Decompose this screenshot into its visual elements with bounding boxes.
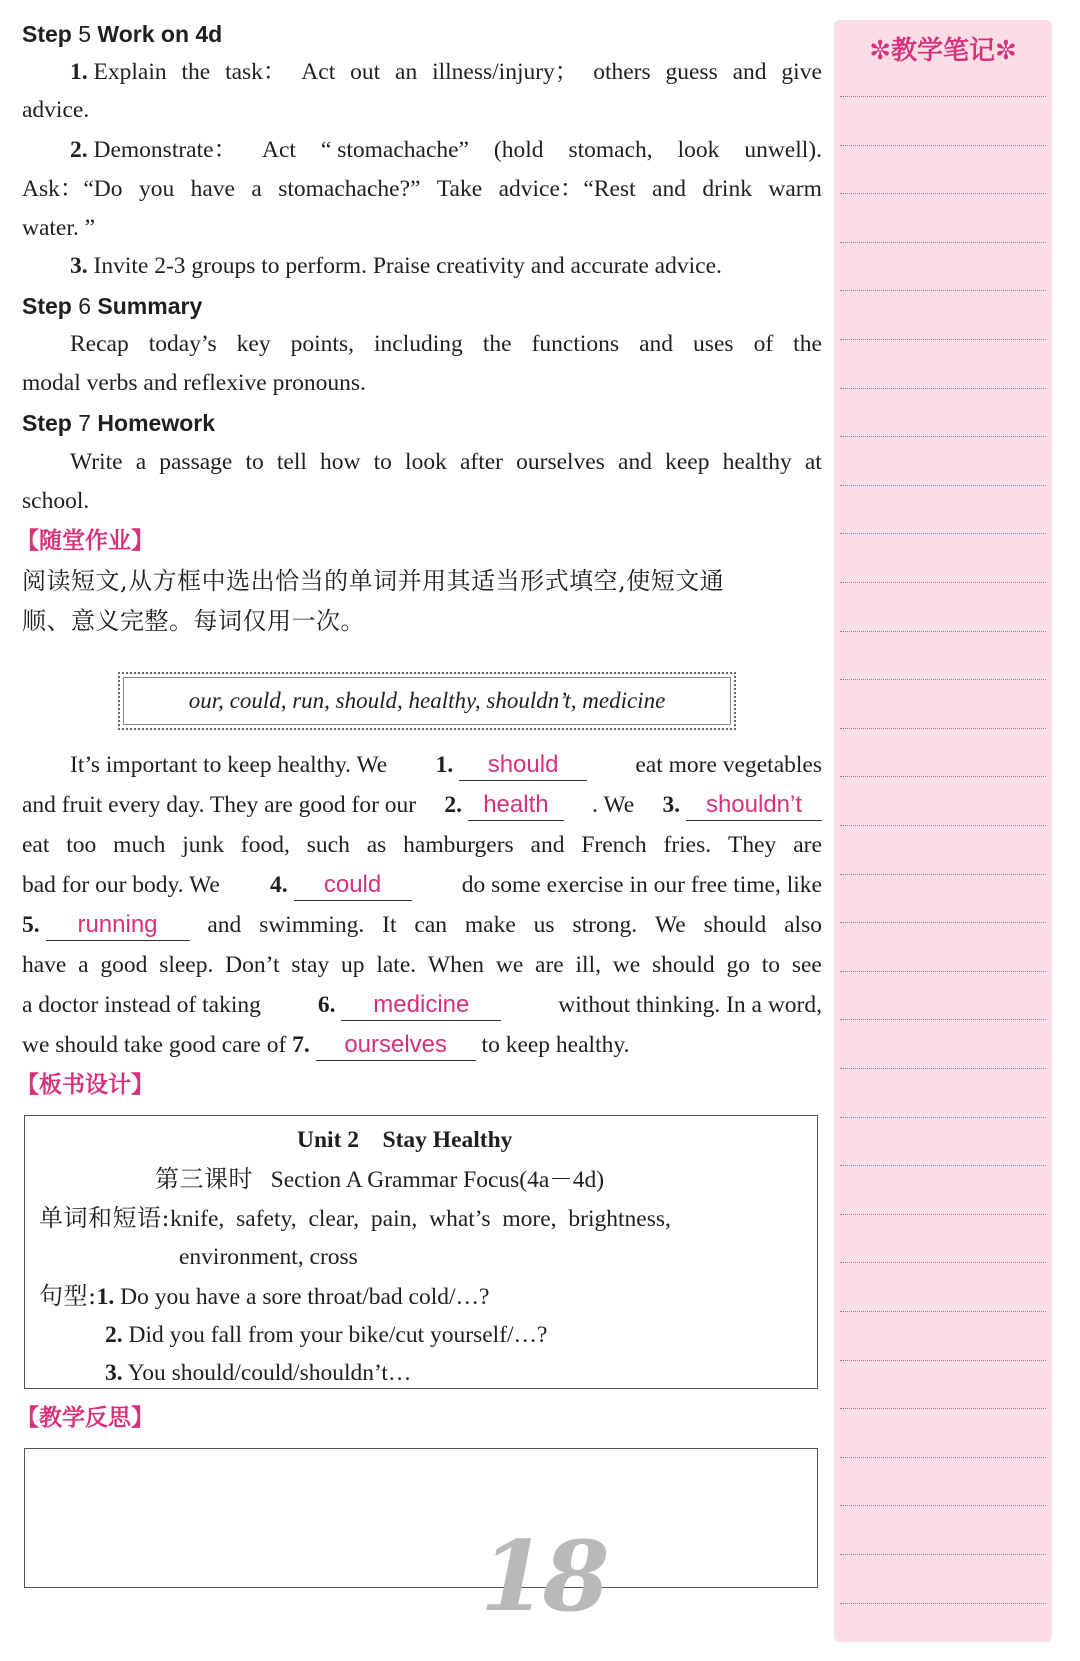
notes-rule bbox=[840, 193, 1046, 194]
word: tell bbox=[276, 449, 307, 475]
lesson-label: 第三课时 bbox=[155, 1165, 253, 1193]
step5-heading bbox=[22, 14, 222, 54]
word: hamburgers bbox=[403, 832, 514, 858]
passage-text: It’s important to keep healthy. We bbox=[70, 752, 388, 778]
word: and bbox=[652, 176, 686, 202]
step5-item3 bbox=[70, 246, 722, 286]
word: drink bbox=[702, 176, 752, 202]
word: and bbox=[618, 449, 652, 475]
answer-4: could bbox=[323, 871, 382, 898]
notes-rule bbox=[840, 631, 1046, 632]
word: advice：“Rest bbox=[498, 176, 636, 202]
word: task： bbox=[225, 59, 287, 85]
word: eat bbox=[22, 832, 50, 858]
step-word: Step bbox=[22, 293, 72, 319]
blank-number: 6. bbox=[317, 992, 336, 1018]
word: today’s bbox=[148, 331, 217, 357]
step-number: 6 bbox=[78, 293, 92, 319]
word: Recap bbox=[70, 331, 129, 357]
blank-1-group bbox=[436, 745, 588, 785]
word: Explain bbox=[93, 59, 167, 85]
word: such bbox=[306, 832, 350, 858]
blank-7[interactable] bbox=[316, 1030, 476, 1061]
sentence-text: Do you have a sore throat/bad cold/…? bbox=[120, 1284, 490, 1310]
item-number: 1. bbox=[70, 59, 88, 85]
notes-rule bbox=[840, 1262, 1046, 1263]
sentence-number: 3. bbox=[105, 1360, 123, 1386]
unit-label: Unit 2 bbox=[297, 1127, 360, 1153]
notes-rule bbox=[840, 874, 1046, 875]
word: should bbox=[652, 952, 715, 978]
word: are bbox=[535, 952, 564, 978]
passage-line7 bbox=[22, 985, 822, 1025]
board-design-box bbox=[24, 1115, 818, 1389]
word: warm bbox=[768, 176, 822, 202]
word: of bbox=[753, 331, 774, 357]
notes-rule bbox=[840, 922, 1046, 923]
notes-rule bbox=[840, 1068, 1046, 1069]
word: strong. bbox=[572, 912, 638, 938]
blank-number: 4. bbox=[270, 872, 288, 898]
homework-heading: 【随堂作业】 bbox=[16, 528, 154, 554]
item-number: 2. bbox=[70, 137, 88, 163]
word: illness/injury； bbox=[432, 59, 579, 85]
answer-5: running bbox=[77, 911, 158, 938]
word: give bbox=[781, 59, 822, 85]
blank-5-group bbox=[22, 905, 190, 945]
board-words-line2: environment, cross bbox=[179, 1244, 358, 1270]
passage-line3 bbox=[22, 825, 822, 865]
word: as bbox=[366, 832, 387, 858]
board-sentence-3 bbox=[105, 1353, 411, 1393]
board-unit-title bbox=[297, 1120, 512, 1160]
notes-rule bbox=[840, 339, 1046, 340]
word: and bbox=[732, 59, 767, 85]
step5-item2-line1 bbox=[70, 130, 822, 170]
word: look bbox=[405, 449, 447, 475]
unit-title: Stay Healthy bbox=[382, 1127, 513, 1153]
blank-number: 7. bbox=[292, 1032, 310, 1058]
word: It bbox=[382, 912, 397, 938]
notes-rule bbox=[840, 679, 1046, 680]
notes-rule bbox=[840, 1117, 1046, 1118]
blank-2[interactable] bbox=[468, 790, 564, 821]
passage-text: and fruit every day. They are good for our bbox=[22, 792, 417, 818]
word: sleep. bbox=[159, 952, 214, 978]
notes-rule bbox=[840, 485, 1046, 486]
step7-heading bbox=[22, 403, 215, 443]
word: Take bbox=[436, 176, 483, 202]
word: unwell). bbox=[744, 137, 822, 163]
step6-line2: modal verbs and reflexive pronouns. bbox=[22, 370, 366, 396]
word: Write bbox=[70, 449, 123, 475]
word: including bbox=[374, 331, 463, 357]
passage-text: a doctor instead of taking bbox=[22, 992, 261, 1018]
notes-rule bbox=[840, 971, 1046, 972]
word: see bbox=[791, 952, 822, 978]
passage-line6 bbox=[22, 945, 822, 985]
passage-text: do some exercise in our free time, like bbox=[461, 872, 822, 898]
teaching-notes-column bbox=[834, 20, 1052, 1642]
word: guess bbox=[665, 59, 718, 85]
blank-2-group bbox=[444, 785, 564, 825]
item-text: Invite 2-3 groups to perform. Praise creativity and accurate advice. bbox=[93, 253, 722, 279]
word: go bbox=[726, 952, 750, 978]
sentence-text: Did you fall from your bike/cut yourself/…? bbox=[128, 1322, 548, 1348]
word: others bbox=[593, 59, 651, 85]
notes-rule bbox=[840, 388, 1046, 389]
notes-rule bbox=[840, 1019, 1046, 1020]
word: swimming. bbox=[259, 912, 365, 938]
word: We bbox=[654, 912, 686, 938]
words-list: knife, safety, clear, pain, what’s more, brightness, bbox=[170, 1206, 671, 1232]
word: They bbox=[728, 832, 777, 858]
step-number: 7 bbox=[78, 410, 92, 436]
word: the bbox=[793, 331, 822, 357]
passage-text: without thinking. In a word, bbox=[558, 992, 822, 1018]
word: a bbox=[78, 952, 89, 978]
word: stomachache?” bbox=[278, 176, 421, 202]
notes-rule bbox=[840, 96, 1046, 97]
word: late. bbox=[376, 952, 417, 978]
word-box: our, could, run, should, healthy, shouldn’t, medicine bbox=[118, 672, 736, 730]
notes-rule bbox=[840, 1214, 1046, 1215]
answer-3: shouldn’t bbox=[705, 791, 803, 818]
word: can bbox=[414, 912, 448, 938]
blank-6[interactable] bbox=[341, 990, 501, 1021]
word: make bbox=[464, 912, 516, 938]
blank-number: 2. bbox=[444, 792, 463, 818]
passage-text: bad for our body. We bbox=[22, 872, 220, 898]
step-title: Homework bbox=[97, 410, 216, 436]
board-sentence-2 bbox=[105, 1315, 547, 1355]
word: an bbox=[395, 59, 418, 85]
word: we bbox=[612, 952, 641, 978]
notes-rule bbox=[840, 728, 1046, 729]
word: When bbox=[427, 952, 485, 978]
step-number: 5 bbox=[78, 21, 92, 47]
word: healthy bbox=[722, 449, 792, 475]
board-heading: 【板书设计】 bbox=[16, 1072, 154, 1098]
word: junk bbox=[182, 832, 225, 858]
word: key bbox=[236, 331, 271, 357]
numbered-word bbox=[70, 130, 237, 170]
word: the bbox=[482, 331, 512, 357]
blank-3-group bbox=[663, 785, 823, 825]
notes-rule bbox=[840, 242, 1046, 243]
word: fries. bbox=[663, 832, 712, 858]
word: much bbox=[113, 832, 166, 858]
blank-number: 1. bbox=[435, 752, 454, 778]
item-number: 3. bbox=[70, 253, 88, 279]
word: also bbox=[784, 912, 822, 938]
word: a bbox=[251, 176, 262, 202]
instruction-line1: 阅读短文,从方框中选出恰当的单词并用其适当形式填空,使短文通 bbox=[22, 567, 725, 595]
word: stomach, bbox=[568, 137, 653, 163]
word: should bbox=[703, 912, 767, 938]
blank-5[interactable] bbox=[46, 910, 190, 941]
numbered-word bbox=[70, 52, 167, 92]
passage-text: we should take good care of bbox=[22, 1032, 287, 1058]
sentence-number: 1. bbox=[96, 1284, 115, 1310]
answer-1: should bbox=[487, 751, 559, 778]
word: look bbox=[677, 137, 720, 163]
blank-1[interactable] bbox=[459, 750, 587, 781]
word: “ stomachache” bbox=[320, 137, 469, 163]
step5-item2-line3: water. ” bbox=[22, 215, 96, 241]
word: to bbox=[761, 952, 781, 978]
answer-6: medicine bbox=[373, 991, 470, 1018]
word: ill, bbox=[575, 952, 601, 978]
passage-line1 bbox=[70, 745, 822, 785]
word: out bbox=[350, 59, 381, 85]
notes-rule bbox=[840, 1311, 1046, 1312]
notes-rule bbox=[840, 1603, 1046, 1604]
step6-line1 bbox=[70, 324, 822, 364]
word: Demonstrate： bbox=[93, 137, 238, 163]
step-word: Step bbox=[22, 410, 72, 436]
passage-line4 bbox=[22, 865, 822, 905]
word: and bbox=[207, 912, 242, 938]
notes-rule bbox=[840, 1408, 1046, 1409]
word: the bbox=[181, 59, 211, 85]
step-title: Summary bbox=[97, 293, 203, 319]
passage-line5 bbox=[22, 905, 822, 945]
notes-rule bbox=[840, 582, 1046, 583]
notes-title: ✼教学笔记✼ bbox=[869, 36, 1017, 66]
word: us bbox=[533, 912, 555, 938]
notes-rule bbox=[840, 145, 1046, 146]
reflection-box[interactable] bbox=[24, 1448, 818, 1588]
word: functions bbox=[531, 331, 620, 357]
word: and bbox=[530, 832, 565, 858]
step7-line1 bbox=[70, 442, 822, 482]
board-sentence-1 bbox=[39, 1276, 489, 1317]
word: stay bbox=[291, 952, 330, 978]
sentences-label: 句型: bbox=[39, 1282, 97, 1310]
passage-text: eat more vegetables bbox=[635, 752, 822, 778]
word: Don’t bbox=[225, 952, 280, 978]
word: have bbox=[190, 176, 235, 202]
word: a bbox=[135, 449, 147, 475]
passage-text: to keep healthy. bbox=[481, 1032, 630, 1058]
word: how bbox=[320, 449, 361, 475]
board-words-line1 bbox=[39, 1198, 671, 1239]
section-label: Section A Grammar Focus(4a－4d) bbox=[270, 1167, 605, 1193]
blank-4[interactable] bbox=[294, 870, 412, 901]
word: French bbox=[581, 832, 647, 858]
word: to bbox=[245, 449, 264, 475]
word: up bbox=[341, 952, 365, 978]
step-word: Step bbox=[22, 21, 72, 47]
board-lesson-line bbox=[155, 1159, 604, 1200]
word: points, bbox=[290, 331, 354, 357]
word: are bbox=[793, 832, 822, 858]
notes-rule bbox=[840, 436, 1046, 437]
word: Act bbox=[301, 59, 336, 85]
word: keep bbox=[665, 449, 710, 475]
notes-rule bbox=[840, 533, 1046, 534]
answer-7: ourselves bbox=[344, 1031, 448, 1058]
reflection-heading: 【教学反思】 bbox=[16, 1405, 154, 1431]
notes-rule bbox=[840, 776, 1046, 777]
answer-2: health bbox=[483, 791, 549, 818]
step7-line2: school. bbox=[22, 488, 90, 514]
word: too bbox=[66, 832, 97, 858]
passage-text: . We bbox=[592, 792, 635, 818]
word: food, bbox=[240, 832, 290, 858]
word: good bbox=[100, 952, 148, 978]
word: Act bbox=[262, 137, 296, 163]
words-label: 单词和短语: bbox=[39, 1204, 171, 1232]
word: passage bbox=[159, 449, 233, 475]
step5-item1-line2: advice. bbox=[22, 97, 90, 123]
notes-rule bbox=[840, 290, 1046, 291]
step5-item2-line2 bbox=[22, 169, 822, 209]
word: we bbox=[495, 952, 524, 978]
notes-rule bbox=[840, 1554, 1046, 1555]
word: you bbox=[138, 176, 175, 202]
notes-rule bbox=[840, 825, 1046, 826]
word: ourselves bbox=[516, 449, 605, 475]
blank-6-group bbox=[318, 985, 502, 1025]
notes-rule bbox=[840, 1457, 1046, 1458]
step5-item1-line1 bbox=[70, 52, 822, 92]
blank-number: 5. bbox=[22, 912, 40, 938]
instruction-line2: 顺、意义完整。每词仅用一次。 bbox=[22, 607, 365, 635]
word: (hold bbox=[493, 137, 544, 163]
notes-rule bbox=[840, 1505, 1046, 1506]
sentence-number: 2. bbox=[105, 1322, 123, 1348]
passage-line2 bbox=[22, 785, 822, 825]
blank-number: 3. bbox=[662, 792, 681, 818]
word: have bbox=[22, 952, 67, 978]
passage-line8 bbox=[22, 1025, 629, 1065]
word: uses bbox=[693, 331, 734, 357]
page-number: 18 bbox=[480, 1520, 606, 1633]
word: to bbox=[373, 449, 392, 475]
sentence-text: You should/could/shouldn’t… bbox=[127, 1360, 412, 1386]
step-title: Work on 4d bbox=[97, 21, 223, 47]
blank-4-group bbox=[270, 865, 412, 905]
word: Ask：“Do bbox=[22, 176, 123, 202]
notes-rule bbox=[840, 1165, 1046, 1166]
word: at bbox=[804, 449, 822, 475]
step6-heading bbox=[22, 286, 202, 326]
word: and bbox=[639, 331, 674, 357]
notes-rule bbox=[840, 1360, 1046, 1361]
word: after bbox=[459, 449, 503, 475]
blank-3[interactable] bbox=[686, 790, 822, 821]
